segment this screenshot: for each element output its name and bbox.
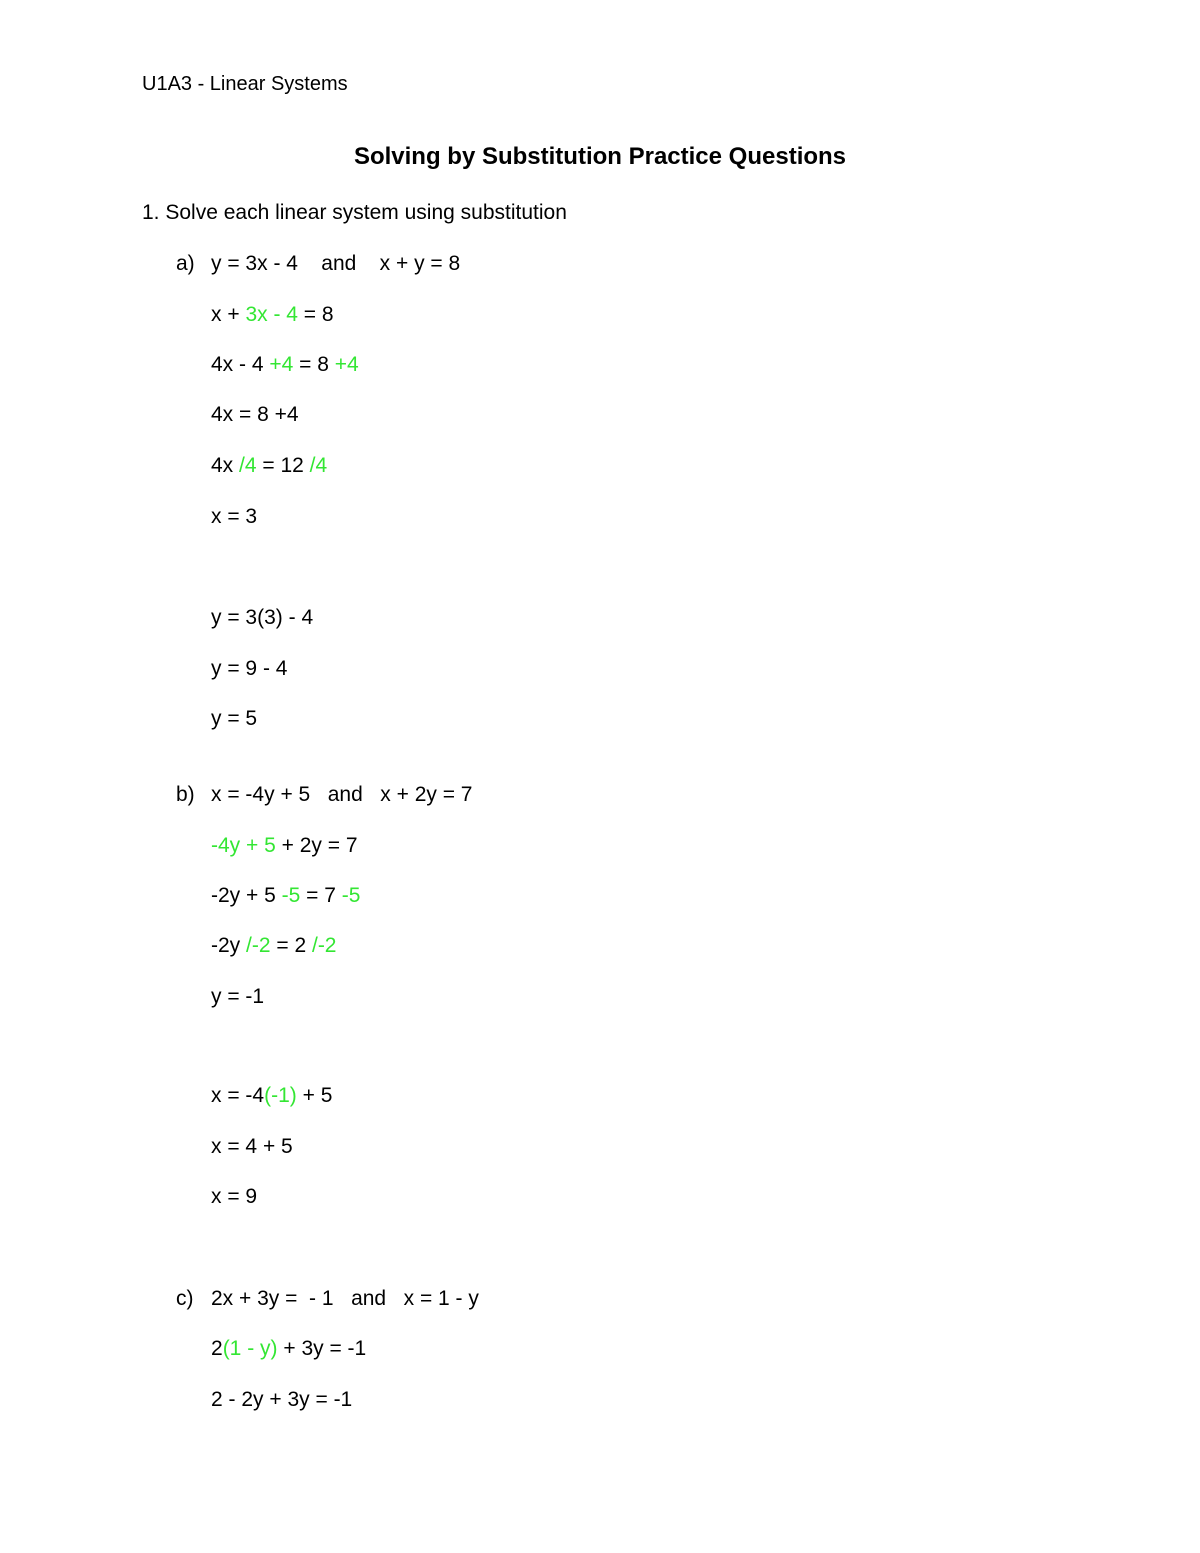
part-a-step-7: y = 9 - 4: [211, 657, 288, 680]
part-b-step-6: x = 4 + 5: [211, 1135, 293, 1158]
document-header: U1A3 - Linear Systems: [142, 73, 348, 95]
part-c-step-2: 2 - 2y + 3y = -1: [211, 1388, 353, 1411]
part-b-step-2: -2y + 5 -5 = 7 -5: [211, 884, 361, 907]
part-a-step-4: 4x /4 = 12 /4: [211, 454, 328, 477]
part-a-label: a): [176, 252, 195, 275]
part-b-step-7: x = 9: [211, 1185, 258, 1208]
part-c-label: c): [176, 1287, 194, 1310]
part-b-step-3: -2y /-2 = 2 /-2: [211, 934, 337, 957]
part-b-step-5: x = -4(-1) + 5: [211, 1084, 333, 1107]
part-a-step-8: y = 5: [211, 707, 258, 730]
part-a-step-3: 4x = 8 +4: [211, 403, 299, 426]
part-a-step-2: 4x - 4 +4 = 8 +4: [211, 353, 359, 376]
part-b-label: b): [176, 783, 195, 806]
part-c-step-1: 2(1 - y) + 3y = -1: [211, 1337, 367, 1360]
part-a-step-6: y = 3(3) - 4: [211, 606, 314, 629]
question-1-prompt: 1. Solve each linear system using substitution: [142, 201, 567, 224]
part-c-problem: 2x + 3y = - 1 and x = 1 - y: [211, 1287, 479, 1310]
page-title: Solving by Substitution Practice Questions: [353, 143, 847, 170]
part-b-step-1: -4y + 5 + 2y = 7: [211, 834, 358, 857]
part-b-step-4: y = -1: [211, 985, 265, 1008]
part-b-problem: x = -4y + 5 and x + 2y = 7: [211, 783, 473, 806]
part-a-step-5: x = 3: [211, 505, 258, 528]
part-a-step-1: x + 3x - 4 = 8: [211, 303, 334, 326]
part-a-problem: y = 3x - 4 and x + y = 8: [211, 252, 461, 275]
